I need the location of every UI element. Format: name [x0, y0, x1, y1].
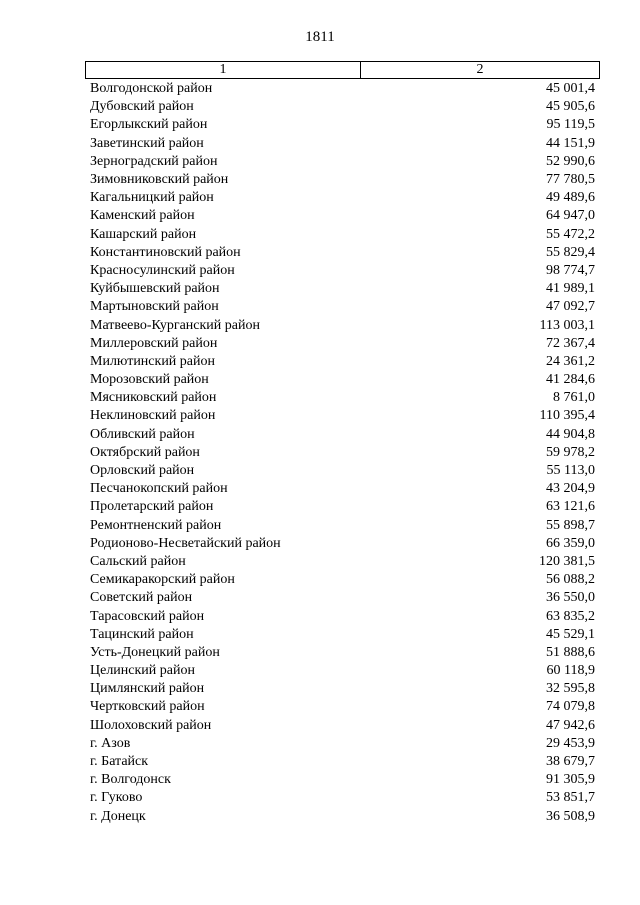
district-name-cell: Матвеево-Курганский район — [90, 317, 260, 333]
district-name-cell: Ремонтненский район — [90, 517, 222, 533]
amount-cell: 55 472,2 — [546, 226, 595, 242]
amount-cell: 72 367,4 — [546, 335, 595, 351]
amount-cell: 8 761,0 — [553, 390, 595, 406]
district-name-cell: Дубовский район — [90, 99, 194, 115]
table-row — [85, 135, 600, 153]
district-name-cell: Семикаракорский район — [90, 572, 235, 588]
table-header-row — [85, 61, 600, 79]
district-name-cell: Зерноградский район — [90, 153, 218, 169]
table-row — [85, 498, 600, 516]
amount-cell: 32 595,8 — [546, 681, 595, 697]
district-name-cell: Морозовский район — [90, 372, 209, 388]
amount-cell: 51 888,6 — [546, 644, 595, 660]
amount-cell: 63 835,2 — [546, 608, 595, 624]
district-name-cell: Сальский район — [90, 553, 186, 569]
amount-cell: 41 989,1 — [546, 281, 595, 297]
district-name-cell: Пролетарский район — [90, 499, 214, 515]
column-header-1: 1 — [86, 62, 361, 78]
amount-cell: 55 113,0 — [546, 463, 595, 479]
amount-cell: 110 395,4 — [539, 408, 595, 424]
district-name-cell: Каменский район — [90, 208, 195, 224]
district-name-cell: Красносулинский район — [90, 262, 235, 278]
district-name-cell: Миллеровский район — [90, 335, 218, 351]
district-name-cell: Цимлянский район — [90, 681, 205, 697]
amount-cell: 41 284,6 — [546, 372, 595, 388]
district-name-cell: Мартыновский район — [90, 299, 219, 315]
amount-cell: 60 118,9 — [546, 663, 595, 679]
table-row — [85, 644, 600, 662]
amount-cell: 29 453,9 — [546, 735, 595, 751]
district-name-cell: Тацинский район — [90, 626, 194, 642]
amount-cell: 47 942,6 — [546, 717, 595, 733]
table-row — [85, 280, 600, 298]
district-name-cell: Кашарский район — [90, 226, 197, 242]
table-row — [85, 626, 600, 644]
amount-cell: 44 151,9 — [546, 135, 595, 151]
amount-cell: 59 978,2 — [546, 444, 595, 460]
table-row — [85, 607, 600, 625]
amount-cell: 98 774,7 — [546, 262, 595, 278]
table-row — [85, 407, 600, 425]
table-row — [85, 789, 600, 807]
table-row — [85, 353, 600, 371]
page-number: 1811 — [305, 29, 335, 45]
table-row — [85, 226, 600, 244]
table-row — [85, 244, 600, 262]
table-row — [85, 535, 600, 553]
table-row — [85, 335, 600, 353]
amount-cell: 45 001,4 — [546, 81, 595, 97]
amount-cell: 55 829,4 — [546, 244, 595, 260]
amount-cell: 66 359,0 — [546, 535, 595, 551]
amount-cell: 44 904,8 — [546, 426, 595, 442]
table-row — [85, 80, 600, 98]
table-row — [85, 662, 600, 680]
district-name-cell: Октябрский район — [90, 444, 200, 460]
amount-cell: 95 119,5 — [546, 117, 595, 133]
table-row — [85, 189, 600, 207]
amount-cell: 38 679,7 — [546, 754, 595, 770]
table-row — [85, 171, 600, 189]
district-name-cell: Тарасовский район — [90, 608, 205, 624]
table-row — [85, 153, 600, 171]
amount-cell: 24 361,2 — [546, 353, 595, 369]
district-name-cell: Волгодонской район — [90, 81, 213, 97]
table-row — [85, 207, 600, 225]
district-name-cell: Усть-Донецкий район — [90, 644, 220, 660]
table-row — [85, 517, 600, 535]
table-row — [85, 371, 600, 389]
table-row — [85, 589, 600, 607]
district-name-cell: Куйбышевский район — [90, 281, 220, 297]
amount-cell: 52 990,6 — [546, 153, 595, 169]
table-body — [85, 80, 600, 826]
amount-cell: 45 529,1 — [546, 626, 595, 642]
amount-cell: 36 550,0 — [546, 590, 595, 606]
amount-cell: 36 508,9 — [546, 808, 595, 824]
table-row — [85, 717, 600, 735]
district-name-cell: г. Батайск — [90, 754, 149, 770]
amount-cell: 113 003,1 — [539, 317, 595, 333]
table-row — [85, 462, 600, 480]
amount-cell: 63 121,6 — [546, 499, 595, 515]
table-row — [85, 553, 600, 571]
amount-cell: 49 489,6 — [546, 190, 595, 206]
table-row — [85, 571, 600, 589]
district-name-cell: Мясниковский район — [90, 390, 217, 406]
district-name-cell: Советский район — [90, 590, 193, 606]
amount-cell: 91 305,9 — [546, 772, 595, 788]
table-row — [85, 389, 600, 407]
district-name-cell: Орловский район — [90, 463, 195, 479]
district-name-cell: г. Гуково — [90, 790, 143, 806]
table-row — [85, 480, 600, 498]
table-row — [85, 316, 600, 334]
district-name-cell: Родионово-Несветайский район — [90, 535, 281, 551]
amount-cell: 120 381,5 — [539, 553, 595, 569]
amount-cell: 77 780,5 — [546, 172, 595, 188]
district-name-cell: Константиновский район — [90, 244, 241, 260]
amount-cell: 64 947,0 — [546, 208, 595, 224]
table-row — [85, 444, 600, 462]
amount-cell: 53 851,7 — [546, 790, 595, 806]
district-name-cell: Чертковский район — [90, 699, 205, 715]
district-name-cell: Обливский район — [90, 426, 195, 442]
amount-cell: 45 905,6 — [546, 99, 595, 115]
amount-cell: 43 204,9 — [546, 481, 595, 497]
table-row — [85, 426, 600, 444]
district-name-cell: Шолоховский район — [90, 717, 212, 733]
amount-cell: 74 079,8 — [546, 699, 595, 715]
table-row — [85, 698, 600, 716]
amount-cell: 47 092,7 — [546, 299, 595, 315]
district-name-cell: Песчанокопский район — [90, 481, 228, 497]
table-row — [85, 298, 600, 316]
district-name-cell: Целинский район — [90, 663, 195, 679]
table-row — [85, 98, 600, 116]
amount-cell: 55 898,7 — [546, 517, 595, 533]
district-name-cell: Милютинский район — [90, 353, 216, 369]
district-name-cell: г. Азов — [90, 735, 131, 751]
amount-cell: 56 088,2 — [546, 572, 595, 588]
table-row — [85, 753, 600, 771]
district-name-cell: Егорлыкский район — [90, 117, 208, 133]
district-name-cell: г. Донецк — [90, 808, 146, 824]
column-header-2: 2 — [476, 62, 484, 77]
table-row — [85, 262, 600, 280]
table-row — [85, 116, 600, 134]
district-name-cell: Неклиновский район — [90, 408, 216, 424]
table-row — [85, 735, 600, 753]
data-table — [85, 61, 600, 826]
table-row — [85, 808, 600, 826]
district-name-cell: Заветинский район — [90, 135, 204, 151]
district-name-cell: г. Волгодонск — [90, 772, 171, 788]
district-name-cell: Зимовниковский район — [90, 172, 229, 188]
district-name-cell: Кагальницкий район — [90, 190, 214, 206]
table-row — [85, 680, 600, 698]
table-row — [85, 771, 600, 789]
